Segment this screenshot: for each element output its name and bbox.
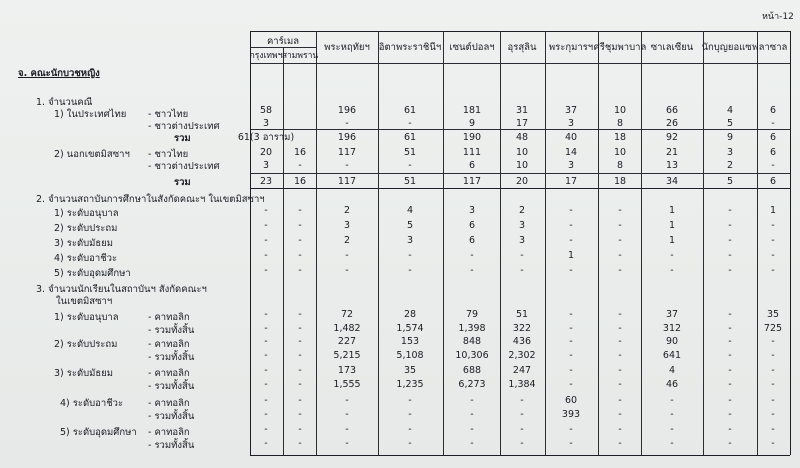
- table-cell: -: [771, 250, 775, 261]
- table-cell: -: [264, 395, 268, 406]
- table-cell: -: [264, 424, 268, 435]
- table-cell: -: [264, 250, 268, 261]
- table-cell: 6: [769, 132, 777, 143]
- table-cell: -: [728, 379, 732, 390]
- table-cell: 5: [726, 118, 734, 129]
- table-cell: 28: [403, 309, 417, 320]
- table-cell: 5: [726, 176, 734, 187]
- table-cell: -: [771, 395, 775, 406]
- table-cell: 117: [462, 176, 482, 187]
- table-cell: -: [470, 438, 474, 449]
- s1-title: 1. จำนวนคณี: [36, 97, 93, 108]
- total-line-2: [250, 173, 790, 174]
- table-cell: -: [264, 379, 268, 390]
- table-cell: 20: [259, 147, 273, 158]
- table-cell: 61: [403, 105, 417, 116]
- table-cell: -: [408, 118, 412, 129]
- table-cell: 17: [515, 118, 529, 129]
- table-cell: 60: [564, 395, 578, 406]
- total-line-1: [250, 129, 790, 130]
- table-cell: -: [408, 265, 412, 276]
- table-cell: 16: [293, 147, 307, 158]
- s3-title: 3. จำนวนนักเรียนในสถาบันฯ สังกัดคณะฯ: [36, 284, 207, 295]
- table-cell: 3: [567, 160, 575, 171]
- table-cell: -: [771, 409, 775, 420]
- col-line-6: [545, 31, 546, 455]
- table-cell: 66: [665, 105, 679, 116]
- table-cell: 1,574: [396, 323, 424, 334]
- table-cell: -: [298, 409, 302, 420]
- s3-catholic-4: - คาทอลิก: [148, 398, 190, 409]
- table-cell: 58: [259, 105, 273, 116]
- table-cell: 848: [462, 336, 482, 347]
- table-cell: -: [728, 235, 732, 246]
- table-cell: 6: [468, 160, 476, 171]
- s2-title: 2. จำนวนสถาบันการศึกษาในสังกัดคณะฯ ในเขตมิสซาฯ: [36, 194, 265, 205]
- section-title: จ. คณะนักบวชหญิง: [18, 68, 100, 79]
- table-cell: -: [264, 235, 268, 246]
- table-cell: 5,215: [333, 350, 361, 361]
- table-cell: -: [728, 409, 732, 420]
- table-cell: 10: [613, 105, 627, 116]
- table-cell: 37: [665, 309, 679, 320]
- table-cell: -: [618, 205, 622, 216]
- table-cell: -: [470, 395, 474, 406]
- table-cell: 3: [567, 118, 575, 129]
- col-line-2: [316, 31, 317, 455]
- table-cell: -: [771, 365, 775, 376]
- table-cell: 3: [343, 220, 351, 231]
- table-cell: -: [408, 250, 412, 261]
- table-cell: 8: [616, 118, 624, 129]
- table-cell: -: [345, 265, 349, 276]
- table-cell: 17: [564, 176, 578, 187]
- table-cell: -: [771, 438, 775, 449]
- table-cell: 725: [763, 323, 783, 334]
- s3-alltotal-4: - รวมทั้งสิ้น: [148, 411, 195, 422]
- table-cell: 181: [462, 105, 482, 116]
- table-cell: -: [670, 265, 674, 276]
- table-cell: 34: [665, 176, 679, 187]
- table-cell: -: [264, 350, 268, 361]
- table-cell: -: [569, 309, 573, 320]
- table-cell: -: [771, 220, 775, 231]
- table-cell: -: [618, 336, 622, 347]
- table-cell: 35: [403, 365, 417, 376]
- table-cell: -: [728, 350, 732, 361]
- table-cell: -: [264, 309, 268, 320]
- table-cell: -: [408, 438, 412, 449]
- col-line-8: [641, 31, 642, 455]
- s2-label-3: 3) ระดับมัธยม: [54, 238, 114, 249]
- table-cell: -: [264, 409, 268, 420]
- table-cell: -: [618, 220, 622, 231]
- table-cell: 3: [518, 220, 526, 231]
- table-cell: -: [520, 250, 524, 261]
- s2-label-5: 5) ระดับอุดมศึกษา: [54, 268, 131, 279]
- col-line-7: [598, 31, 599, 455]
- table-cell: -: [298, 323, 302, 334]
- table-cell: 2: [726, 160, 734, 171]
- header-col-6: ศรีชุมพาบาล: [593, 42, 647, 53]
- table-cell: -: [771, 235, 775, 246]
- table-cell: -: [618, 395, 622, 406]
- table-cell: 61(3 อาราม): [237, 132, 295, 143]
- table-cell: -: [771, 336, 775, 347]
- table-cell: 436: [512, 336, 532, 347]
- table-cell: -: [408, 424, 412, 435]
- table-cell: -: [408, 160, 412, 171]
- table-cell: -: [520, 409, 524, 420]
- table-cell: -: [298, 424, 302, 435]
- table-cell: 8: [616, 160, 624, 171]
- table-cell: -: [569, 365, 573, 376]
- table-cell: -: [264, 205, 268, 216]
- header-bottom-border: [250, 63, 790, 64]
- col-line-0: [250, 31, 251, 455]
- table-cell: 4: [726, 105, 734, 116]
- table-cell: -: [520, 395, 524, 406]
- s3-catholic-1: - คาทอลิก: [148, 312, 190, 323]
- table-cell: 1: [668, 235, 676, 246]
- table-cell: 117: [337, 147, 357, 158]
- table-cell: -: [264, 438, 268, 449]
- table-cell: -: [618, 379, 622, 390]
- header-bangkok: กรุงเทพฯ: [249, 51, 283, 61]
- table-cell: -: [670, 395, 674, 406]
- table-cell: 6: [769, 147, 777, 158]
- table-cell: 18: [613, 132, 627, 143]
- table-cell: 13: [665, 160, 679, 171]
- table-cell: -: [618, 323, 622, 334]
- table-cell: 1: [668, 220, 676, 231]
- s3-alltotal-2: - รวมทั้งสิ้น: [148, 352, 195, 363]
- table-cell: -: [298, 350, 302, 361]
- table-cell: 92: [665, 132, 679, 143]
- table-cell: -: [771, 350, 775, 361]
- table-cell: -: [298, 160, 302, 171]
- table-cell: -: [670, 250, 674, 261]
- table-cell: -: [520, 265, 524, 276]
- table-cell: 90: [665, 336, 679, 347]
- table-cell: 6: [769, 105, 777, 116]
- table-cell: -: [618, 365, 622, 376]
- s3-alltotal-3: - รวมทั้งสิ้น: [148, 381, 195, 392]
- col-line-11: [790, 31, 791, 455]
- table-cell: -: [569, 438, 573, 449]
- s2-label-2: 2) ระดับประถม: [54, 223, 118, 234]
- table-cell: -: [298, 379, 302, 390]
- table-cell: 190: [462, 132, 482, 143]
- table-cell: -: [298, 336, 302, 347]
- table-cell: 46: [665, 379, 679, 390]
- table-cell: -: [264, 265, 268, 276]
- table-cell: -: [569, 350, 573, 361]
- header-col-4: อุรสุลิน: [507, 42, 537, 53]
- table-cell: -: [345, 118, 349, 129]
- table-cell: -: [298, 250, 302, 261]
- col-line-5: [500, 31, 501, 455]
- table-cell: -: [771, 424, 775, 435]
- table-cell: 227: [337, 336, 357, 347]
- table-cell: -: [728, 438, 732, 449]
- table-cell: -: [618, 409, 622, 420]
- table-cell: -: [470, 250, 474, 261]
- table-cell: -: [771, 160, 775, 171]
- s1-foreign-2: - ชาวต่างประเทศ: [148, 161, 220, 172]
- s1-foreign-1: - ชาวต่างประเทศ: [148, 121, 220, 132]
- s1-total-1: รวม: [174, 133, 191, 144]
- table-cell: 196: [337, 132, 357, 143]
- table-cell: 3: [468, 205, 476, 216]
- table-cell: -: [569, 220, 573, 231]
- table-cell: 2: [343, 205, 351, 216]
- table-cell: -: [728, 365, 732, 376]
- table-cell: -: [345, 438, 349, 449]
- table-cell: 6: [468, 220, 476, 231]
- table-bottom-border: [250, 455, 790, 456]
- table-cell: 2: [518, 205, 526, 216]
- s3-catholic-5: - คาทอลิก: [148, 427, 190, 438]
- s3-label-1: 1) ระดับอนุบาล: [54, 312, 119, 323]
- table-cell: -: [298, 395, 302, 406]
- table-cell: 247: [512, 365, 532, 376]
- table-cell: 21: [665, 147, 679, 158]
- s3-label-2: 2) ระดับประถม: [54, 339, 118, 350]
- header-karmel: คาร์เมล: [266, 36, 300, 47]
- table-cell: -: [728, 336, 732, 347]
- table-cell: 173: [337, 365, 357, 376]
- table-cell: 322: [512, 323, 532, 334]
- table-cell: -: [569, 265, 573, 276]
- table-cell: -: [618, 235, 622, 246]
- s2-label-4: 4) ระดับอาชีวะ: [54, 253, 118, 264]
- table-cell: -: [408, 395, 412, 406]
- table-cell: 9: [726, 132, 734, 143]
- table-cell: -: [470, 424, 474, 435]
- table-cell: 3: [726, 147, 734, 158]
- table-cell: -: [618, 350, 622, 361]
- table-cell: -: [728, 323, 732, 334]
- table-cell: 20: [515, 176, 529, 187]
- header-col-1: พระหฤทัยฯ: [324, 42, 370, 53]
- s3-catholic-2: - คาทอลิก: [148, 339, 190, 350]
- table-cell: -: [670, 409, 674, 420]
- s3-catholic-3: - คาทอลิก: [148, 368, 190, 379]
- table-cell: 6,273: [458, 379, 486, 390]
- table-cell: 10: [515, 147, 529, 158]
- s1-label-r1: 1) ในประเทศไทย: [54, 109, 127, 120]
- col-line-9: [703, 31, 704, 455]
- table-cell: -: [345, 409, 349, 420]
- s1-total-2: รวม: [174, 177, 191, 188]
- header-col-3: เซนต์ปอลฯ: [449, 42, 495, 53]
- s3-label-3: 3) ระดับมัธยม: [54, 368, 114, 379]
- table-cell: -: [728, 220, 732, 231]
- table-cell: -: [618, 424, 622, 435]
- table-cell: 3: [262, 118, 270, 129]
- table-cell: -: [298, 365, 302, 376]
- table-cell: -: [728, 205, 732, 216]
- table-cell: -: [670, 438, 674, 449]
- table-cell: -: [728, 250, 732, 261]
- table-cell: -: [771, 118, 775, 129]
- table-cell: -: [618, 309, 622, 320]
- table-cell: 641: [662, 350, 682, 361]
- page-number: หน้า-12: [762, 12, 794, 22]
- s1-bottom-border: [250, 188, 790, 189]
- col-line-1: [283, 47, 284, 455]
- table-cell: -: [264, 220, 268, 231]
- header-col-5: พระกุมารฯ: [548, 42, 594, 53]
- s3-subtitle: ในเขตมิสซาฯ: [56, 296, 113, 307]
- table-cell: -: [569, 205, 573, 216]
- table-cell: -: [408, 409, 412, 420]
- header-col-9: ลาซาล: [758, 42, 788, 53]
- table-cell: 26: [665, 118, 679, 129]
- table-cell: -: [470, 265, 474, 276]
- table-cell: 5: [406, 220, 414, 231]
- s1-thai-2: - ชาวไทย: [148, 149, 189, 160]
- table-cell: 1,398: [458, 323, 486, 334]
- table-cell: 51: [403, 176, 417, 187]
- table-cell: 37: [564, 105, 578, 116]
- table-cell: 10: [515, 160, 529, 171]
- table-cell: -: [728, 395, 732, 406]
- table-cell: -: [618, 438, 622, 449]
- table-cell: -: [345, 250, 349, 261]
- table-cell: 1: [567, 250, 575, 261]
- col-line-3: [378, 31, 379, 455]
- table-cell: -: [264, 365, 268, 376]
- header-sampran: สามพราน: [281, 51, 319, 61]
- table-cell: -: [345, 395, 349, 406]
- table-cell: -: [618, 250, 622, 261]
- table-cell: -: [569, 323, 573, 334]
- table-cell: 72: [340, 309, 354, 320]
- table-cell: 6: [769, 176, 777, 187]
- table-cell: 61: [403, 132, 417, 143]
- s3-label-5: 5) ระดับอุดมศึกษา: [60, 427, 137, 438]
- table-cell: -: [520, 438, 524, 449]
- table-cell: -: [298, 438, 302, 449]
- table-cell: 14: [564, 147, 578, 158]
- s3-alltotal-1: - รวมทั้งสิ้น: [148, 325, 195, 336]
- table-cell: -: [470, 409, 474, 420]
- table-cell: 6: [468, 235, 476, 246]
- table-cell: 312: [662, 323, 682, 334]
- col-line-10: [757, 31, 758, 455]
- table-cell: 2,302: [508, 350, 536, 361]
- table-cell: -: [298, 235, 302, 246]
- table-cell: 51: [403, 147, 417, 158]
- table-cell: 10,306: [455, 350, 489, 361]
- table-cell: 35: [766, 309, 780, 320]
- table-cell: 23: [259, 176, 273, 187]
- table-cell: 2: [343, 235, 351, 246]
- header-col-2: อิตาพระราชินีฯ: [378, 42, 442, 53]
- s2-label-1: 1) ระดับอนุบาล: [54, 208, 119, 219]
- table-cell: 4: [406, 205, 414, 216]
- table-cell: 3: [262, 160, 270, 171]
- table-cell: 393: [561, 409, 581, 420]
- table-cell: -: [345, 160, 349, 171]
- table-cell: -: [569, 235, 573, 246]
- table-cell: -: [569, 336, 573, 347]
- table-cell: -: [728, 265, 732, 276]
- table-cell: 31: [515, 105, 529, 116]
- table-cell: 117: [337, 176, 357, 187]
- table-cell: 1,235: [396, 379, 424, 390]
- table-cell: 5,108: [396, 350, 424, 361]
- table-cell: 3: [518, 235, 526, 246]
- table-cell: -: [298, 205, 302, 216]
- table-cell: -: [569, 424, 573, 435]
- table-cell: -: [520, 424, 524, 435]
- table-cell: -: [298, 265, 302, 276]
- table-cell: 18: [613, 176, 627, 187]
- table-cell: -: [728, 424, 732, 435]
- header-col-8: นักบุญยอแซฟ: [701, 42, 759, 53]
- table-cell: -: [771, 265, 775, 276]
- table-cell: -: [345, 424, 349, 435]
- table-cell: 48: [515, 132, 529, 143]
- table-cell: 1,384: [508, 379, 536, 390]
- table-cell: 3: [406, 235, 414, 246]
- table-cell: 51: [515, 309, 529, 320]
- table-cell: -: [618, 265, 622, 276]
- table-top-border: [250, 31, 790, 32]
- table-cell: 688: [462, 365, 482, 376]
- table-cell: -: [728, 309, 732, 320]
- table-cell: 1,482: [333, 323, 361, 334]
- table-cell: -: [264, 323, 268, 334]
- s1-label-r2: 2) นอกเขตมิสซาฯ: [54, 149, 130, 160]
- table-cell: 1: [668, 205, 676, 216]
- table-cell: -: [298, 220, 302, 231]
- table-cell: -: [264, 336, 268, 347]
- table-cell: -: [670, 424, 674, 435]
- table-cell: 10: [613, 147, 627, 158]
- col-line-4: [443, 31, 444, 455]
- table-cell: -: [569, 379, 573, 390]
- table-cell: 111: [462, 147, 482, 158]
- s1-thai-1: - ชาวไทย: [148, 109, 189, 120]
- table-cell: 1: [769, 205, 777, 216]
- table-cell: 16: [293, 176, 307, 187]
- table-cell: 196: [337, 105, 357, 116]
- table-cell: 40: [564, 132, 578, 143]
- table-cell: 153: [400, 336, 420, 347]
- s3-label-4: 4) ระดับอาชีวะ: [60, 398, 124, 409]
- table-cell: 4: [668, 365, 676, 376]
- table-cell: -: [298, 309, 302, 320]
- table-cell: 1,555: [333, 379, 361, 390]
- table-cell: -: [771, 379, 775, 390]
- table-cell: 79: [465, 309, 479, 320]
- s3-alltotal-5: - รวมทั้งสิ้น: [148, 440, 195, 451]
- header-col-7: ซาเลเซียน: [650, 42, 694, 53]
- table-cell: 9: [468, 118, 476, 129]
